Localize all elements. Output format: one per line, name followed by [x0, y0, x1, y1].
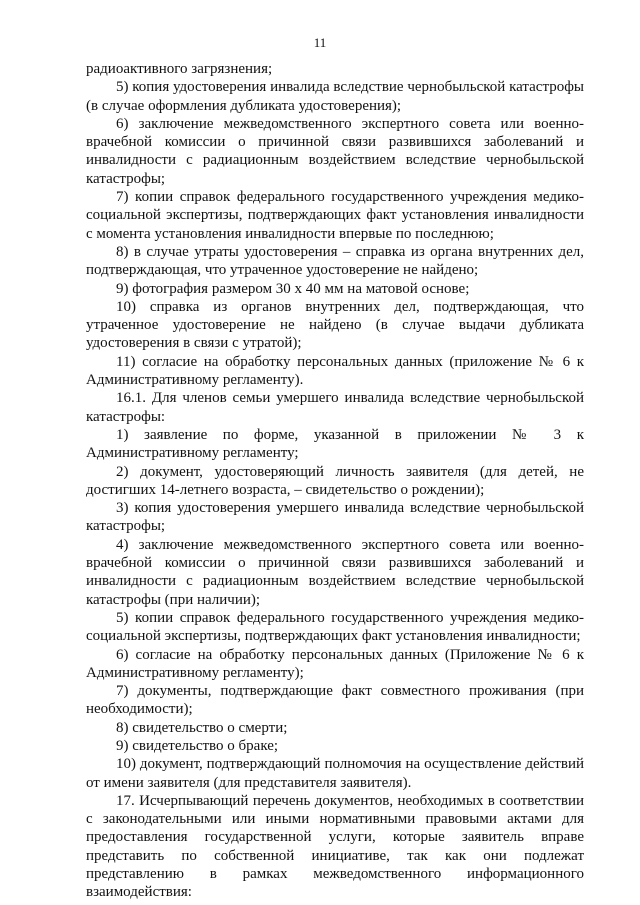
list-item-1-application-form: 1) заявление по форме, указанной в приложении № 3 к Административному регламенту;: [86, 426, 584, 462]
list-item-8-death-certificate: 8) свидетельство о смерти;: [116, 719, 288, 736]
list-item-3-deceased-certificate-copy: 3) копия удостоверения умершего инвалида вследствие чернобыльской катастрофы;: [86, 500, 584, 535]
list-item-5-disability-certificate-copy: 5) копия удостоверения инвалида вследствие чернобыльской катастрофы (в случае оформления дубликата удостоверения);: [86, 79, 584, 114]
document-body: [86, 60, 584, 902]
list-item-7-cohabitation-documents: 7) документы, подтверждающие факт совместного проживания (при необходимости);: [86, 683, 584, 718]
list-item-10-police-certificate-duplicate: 10) справка из органов внутренних дел, подтверждающая, что утраченное удостоверение не найдено (в случае выдачи дубликата удостоверения в связи с утратой);: [86, 298, 584, 352]
list-item-9-photo: 9) фотография размером 30 х 40 мм на матовой основе;: [116, 280, 470, 297]
list-item-7-medical-certificates: 7) копии справок федерального государственного учреждения медико-социальной экспертизы, подтверждающих факт установления инвалидности с момента установления инвалидности впервые по последнюю;: [86, 189, 584, 242]
section-17-paragraph: 17. Исчерпывающий перечень документов, необходимых в соответствии с законодательными или иными нормативными правовыми актами для предоставления государственной услуги, которые заявитель вправе представить по собственной инициативе, так как они подлежат представлению в рамках межведомственного информационного взаимодействия:: [86, 792, 584, 901]
list-item-5-medical-certificates: 5) копии справок федерального государственного учреждения медико-социальной экспертизы, подтверждающих факт установления инвалидности;: [86, 609, 584, 645]
paragraph-continuation: радиоактивного загрязнения;: [86, 61, 273, 77]
section-16-1-heading: 16.1. Для членов семьи умершего инвалида вследствие чернобыльской катастрофы:: [86, 390, 584, 425]
list-item-4-expert-council-conclusion: 4) заключение межведомственного экспертного совета или военно-врачебной комиссии о причинной связи развившихся заболеваний и инвалидности с радиационным воздействием вследствие чернобыльской катастрофы (при наличии);: [86, 536, 584, 608]
list-item-9-marriage-certificate: 9) свидетельство о браке;: [116, 737, 279, 754]
list-item-10-power-of-attorney: 10) документ, подтверждающий полномочия на осуществление действий от имени заявителя (для представителя заявителя).: [86, 756, 584, 791]
list-item-8-police-certificate: 8) в случае утраты удостоверения – справка из органа внутренних дел, подтверждающая, что утраченное удостоверение не найдено;: [86, 243, 584, 279]
list-item-11-personal-data-consent: 11) согласие на обработку персональных данных (приложение № 6 к Административному регламенту).: [86, 353, 584, 389]
list-item-6-expert-council-conclusion: 6) заключение межведомственного экспертного совета или военно-врачебной комиссии о причинной связи развившихся заболеваний и инвалидности с радиационным воздействием вследствие чернобыльской катастрофы;: [86, 115, 584, 187]
list-item-2-identity-document: 2) документ, удостоверяющий личность заявителя (для детей, не достигших 14-летнего возраста, – свидетельство о рождении);: [86, 463, 584, 498]
list-item-6-personal-data-consent: 6) согласие на обработку персональных данных (Приложение № 6 к Административному регламенту);: [86, 646, 584, 681]
page-number: 11: [313, 35, 327, 50]
